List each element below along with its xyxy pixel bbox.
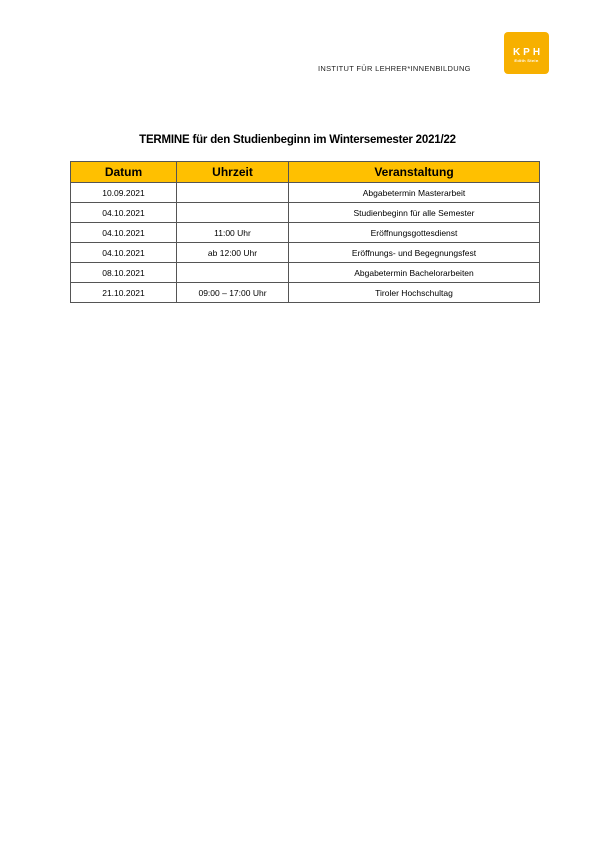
cell-date: 10.09.2021 bbox=[71, 183, 177, 203]
cell-event: Abgabetermin Bachelorarbeiten bbox=[289, 263, 540, 283]
column-header-event: Veranstaltung bbox=[289, 162, 540, 183]
cell-time: 09:00 – 17:00 Uhr bbox=[177, 283, 289, 303]
cell-time bbox=[177, 263, 289, 283]
cell-event: Studienbeginn für alle Semester bbox=[289, 203, 540, 223]
schedule-table bbox=[70, 161, 540, 303]
table-row bbox=[71, 263, 540, 283]
institute-header: INSTITUT FÜR LEHRER*INNENBILDUNG bbox=[318, 64, 471, 73]
cell-date: 04.10.2021 bbox=[71, 203, 177, 223]
column-header-time: Uhrzeit bbox=[177, 162, 289, 183]
cell-time bbox=[177, 183, 289, 203]
table-row bbox=[71, 183, 540, 203]
cell-date: 04.10.2021 bbox=[71, 223, 177, 243]
table-row bbox=[71, 283, 540, 303]
cell-date: 04.10.2021 bbox=[71, 243, 177, 263]
cell-date: 21.10.2021 bbox=[71, 283, 177, 303]
cell-time: 11:00 Uhr bbox=[177, 223, 289, 243]
column-header-date: Datum bbox=[71, 162, 177, 183]
cell-event: Eröffnungsgottesdienst bbox=[289, 223, 540, 243]
cell-time bbox=[177, 203, 289, 223]
cell-event: Abgabetermin Masterarbeit bbox=[289, 183, 540, 203]
table-header-row bbox=[71, 162, 540, 183]
cell-time: ab 12:00 Uhr bbox=[177, 243, 289, 263]
logo-sub-text: Edith Stein bbox=[514, 58, 539, 63]
document-title: TERMINE für den Studienbeginn im Wintersemester 2021/22 bbox=[139, 134, 456, 146]
table-row bbox=[71, 223, 540, 243]
cell-event: Eröffnungs- und Begegnungsfest bbox=[289, 243, 540, 263]
cell-date: 08.10.2021 bbox=[71, 263, 177, 283]
table-row bbox=[71, 243, 540, 263]
cell-event: Tiroler Hochschultag bbox=[289, 283, 540, 303]
logo-main-text: KPH bbox=[512, 47, 544, 58]
table-row bbox=[71, 203, 540, 223]
kph-logo bbox=[504, 32, 549, 74]
